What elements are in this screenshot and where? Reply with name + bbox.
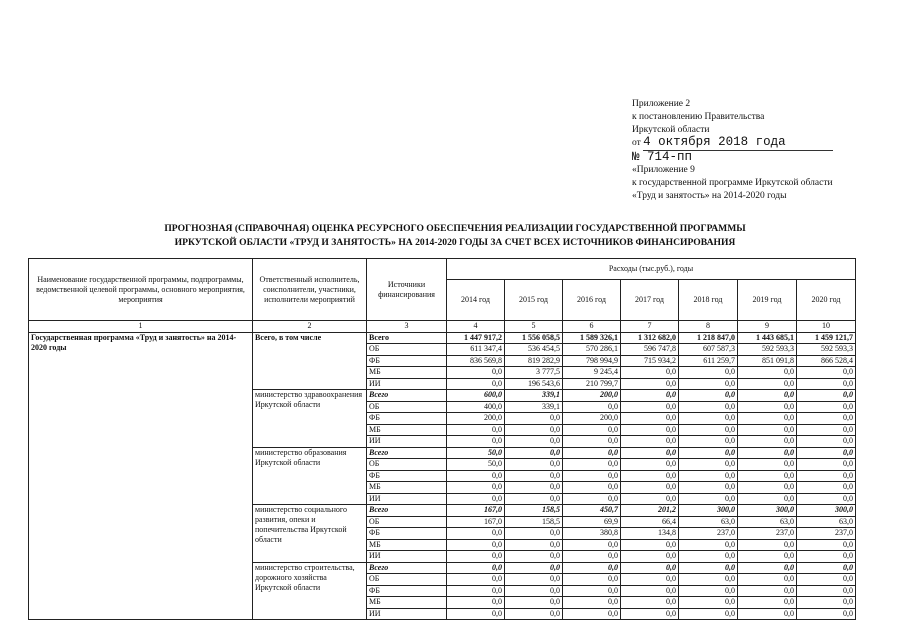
source-cell: Всего xyxy=(367,562,447,574)
value-cell: 0,0 xyxy=(447,608,505,620)
value-cell: 0,0 xyxy=(505,562,563,574)
source-cell: ФБ xyxy=(367,585,447,597)
value-cell: 0,0 xyxy=(447,436,505,448)
expenses-header: Расходы (тыс.руб.), годы xyxy=(447,259,856,280)
value-cell: 237,0 xyxy=(797,528,856,540)
resource-table xyxy=(28,258,856,620)
value-cell: 1 447 917,2 xyxy=(447,332,505,344)
value-cell: 611 259,7 xyxy=(679,355,738,367)
value-cell: 0,0 xyxy=(563,562,621,574)
value-cell: 0,0 xyxy=(679,493,738,505)
source-cell: МБ xyxy=(367,482,447,494)
value-cell: 0,0 xyxy=(621,424,679,436)
appendix-line: к постановлению Правительства xyxy=(632,111,765,122)
appendix-block xyxy=(632,98,833,202)
value-cell: 0,0 xyxy=(738,562,797,574)
value-cell: 0,0 xyxy=(505,459,563,471)
value-cell: 0,0 xyxy=(621,413,679,425)
value-cell: 0,0 xyxy=(447,539,505,551)
value-cell: 0,0 xyxy=(621,482,679,494)
value-cell: 0,0 xyxy=(505,424,563,436)
column-index: 4 xyxy=(447,321,505,333)
value-cell: 0,0 xyxy=(797,459,856,471)
value-cell: 0,0 xyxy=(621,390,679,402)
value-cell: 0,0 xyxy=(738,367,797,379)
year-header: 2016 год xyxy=(563,280,621,321)
value-cell: 0,0 xyxy=(797,539,856,551)
value-cell: 0,0 xyxy=(738,574,797,586)
value-cell: 592 593,3 xyxy=(738,344,797,356)
value-cell: 50,0 xyxy=(447,447,505,459)
value-cell: 0,0 xyxy=(797,378,856,390)
value-cell: 158,5 xyxy=(505,516,563,528)
value-cell: 0,0 xyxy=(621,539,679,551)
value-cell: 167,0 xyxy=(447,505,505,517)
source-cell: ОБ xyxy=(367,459,447,471)
date-field xyxy=(643,136,833,151)
source-cell: Всего xyxy=(367,505,447,517)
year-header: 2018 год xyxy=(679,280,738,321)
executor-cell: министерство строительства, дорожного хозяйства Иркутской области xyxy=(253,562,367,620)
value-cell: 0,0 xyxy=(563,597,621,609)
value-cell: 0,0 xyxy=(679,378,738,390)
value-cell: 0,0 xyxy=(447,367,505,379)
value-cell: 0,0 xyxy=(447,562,505,574)
value-cell: 866 528,4 xyxy=(797,355,856,367)
value-cell: 0,0 xyxy=(563,436,621,448)
value-cell: 0,0 xyxy=(505,551,563,563)
value-cell: 0,0 xyxy=(505,597,563,609)
value-cell: 0,0 xyxy=(447,493,505,505)
value-cell: 196 543,6 xyxy=(505,378,563,390)
appendix-line: Приложение 2 xyxy=(632,99,691,109)
value-cell: 210 799,7 xyxy=(563,378,621,390)
value-cell: 0,0 xyxy=(679,585,738,597)
source-cell: МБ xyxy=(367,367,447,379)
value-cell: 0,0 xyxy=(621,367,679,379)
value-cell: 0,0 xyxy=(563,482,621,494)
source-cell: ОБ xyxy=(367,401,447,413)
value-cell: 0,0 xyxy=(738,585,797,597)
value-cell: 0,0 xyxy=(797,390,856,402)
value-cell: 0,0 xyxy=(621,585,679,597)
value-cell: 0,0 xyxy=(797,367,856,379)
value-cell: 237,0 xyxy=(738,528,797,540)
value-cell: 0,0 xyxy=(797,470,856,482)
source-cell: ИИ xyxy=(367,378,447,390)
value-cell: 0,0 xyxy=(621,597,679,609)
source-cell: ИИ xyxy=(367,436,447,448)
value-cell: 0,0 xyxy=(738,390,797,402)
value-cell: 0,0 xyxy=(505,539,563,551)
value-cell: 0,0 xyxy=(505,574,563,586)
value-cell: 0,0 xyxy=(679,367,738,379)
value-cell: 0,0 xyxy=(621,436,679,448)
value-cell: 400,0 xyxy=(447,401,505,413)
value-cell: 1 459 121,7 xyxy=(797,332,856,344)
value-cell: 0,0 xyxy=(797,608,856,620)
date-prefix: от xyxy=(632,138,641,149)
value-cell: 63,0 xyxy=(679,516,738,528)
value-cell: 0,0 xyxy=(679,574,738,586)
value-cell: 592 593,3 xyxy=(797,344,856,356)
value-cell: 0,0 xyxy=(447,482,505,494)
value-cell: 237,0 xyxy=(679,528,738,540)
column-index: 1 xyxy=(29,321,253,333)
source-cell: МБ xyxy=(367,539,447,551)
decree-number: № 714-пп xyxy=(632,150,693,165)
source-cell: ФБ xyxy=(367,470,447,482)
value-cell: 0,0 xyxy=(505,482,563,494)
appendix-date-line xyxy=(632,136,833,151)
source-cell: МБ xyxy=(367,597,447,609)
value-cell: 0,0 xyxy=(505,585,563,597)
value-cell: 0,0 xyxy=(679,470,738,482)
value-cell: 0,0 xyxy=(738,459,797,471)
value-cell: 0,0 xyxy=(797,401,856,413)
value-cell: 200,0 xyxy=(447,413,505,425)
value-cell: 0,0 xyxy=(797,585,856,597)
value-cell: 0,0 xyxy=(797,413,856,425)
value-cell: 0,0 xyxy=(679,482,738,494)
year-header: 2014 год xyxy=(447,280,505,321)
value-cell: 0,0 xyxy=(621,378,679,390)
value-cell: 1 589 326,1 xyxy=(563,332,621,344)
value-cell: 0,0 xyxy=(621,447,679,459)
value-cell: 0,0 xyxy=(563,459,621,471)
value-cell: 0,0 xyxy=(505,470,563,482)
source-cell: ОБ xyxy=(367,344,447,356)
value-cell: 0,0 xyxy=(679,459,738,471)
value-cell: 0,0 xyxy=(797,447,856,459)
value-cell: 611 347,4 xyxy=(447,344,505,356)
value-cell: 1 556 058,5 xyxy=(505,332,563,344)
document-title xyxy=(60,222,850,249)
value-cell: 0,0 xyxy=(447,424,505,436)
value-cell: 0,0 xyxy=(679,562,738,574)
value-cell: 0,0 xyxy=(797,493,856,505)
value-cell: 0,0 xyxy=(621,574,679,586)
value-cell: 0,0 xyxy=(563,585,621,597)
value-cell: 0,0 xyxy=(505,493,563,505)
value-cell: 300,0 xyxy=(797,505,856,517)
value-cell: 0,0 xyxy=(621,401,679,413)
value-cell: 66,4 xyxy=(621,516,679,528)
value-cell: 0,0 xyxy=(447,597,505,609)
value-cell: 200,0 xyxy=(563,413,621,425)
title-line: ПРОГНОЗНАЯ (СПРАВОЧНАЯ) ОЦЕНКА РЕСУРСНОГО ОБЕСПЕЧЕНИЯ РЕАЛИЗАЦИИ ГОСУДАРСТВЕННОЙ ПРОГРАММЫ xyxy=(164,223,746,234)
source-cell: Всего xyxy=(367,332,447,344)
value-cell: 0,0 xyxy=(621,608,679,620)
value-cell: 1 443 685,1 xyxy=(738,332,797,344)
value-cell: 63,0 xyxy=(738,516,797,528)
column-index: 2 xyxy=(253,321,367,333)
value-cell: 0,0 xyxy=(563,574,621,586)
value-cell: 0,0 xyxy=(679,597,738,609)
value-cell: 0,0 xyxy=(447,574,505,586)
value-cell: 596 747,8 xyxy=(621,344,679,356)
value-cell: 0,0 xyxy=(621,551,679,563)
value-cell: 600,0 xyxy=(447,390,505,402)
value-cell: 0,0 xyxy=(505,436,563,448)
value-cell: 339,1 xyxy=(505,390,563,402)
value-cell: 300,0 xyxy=(738,505,797,517)
value-cell: 9 245,4 xyxy=(563,367,621,379)
value-cell: 0,0 xyxy=(679,413,738,425)
executor-cell: министерство социального развития, опеки и попечительства Иркутской области xyxy=(253,505,367,563)
value-cell: 0,0 xyxy=(797,574,856,586)
source-cell: ФБ xyxy=(367,413,447,425)
value-cell: 0,0 xyxy=(563,470,621,482)
value-cell: 0,0 xyxy=(563,608,621,620)
value-cell: 0,0 xyxy=(447,378,505,390)
value-cell: 0,0 xyxy=(738,470,797,482)
value-cell: 0,0 xyxy=(738,378,797,390)
col-name-header: Наименование государственной программы, подпрограммы, ведомственной целевой программы, основного мероприятия, мероприятия xyxy=(29,259,253,321)
value-cell: 0,0 xyxy=(563,493,621,505)
value-cell: 201,2 xyxy=(621,505,679,517)
value-cell: 167,0 xyxy=(447,516,505,528)
source-cell: МБ xyxy=(367,424,447,436)
value-cell: 1 218 847,0 xyxy=(679,332,738,344)
value-cell: 0,0 xyxy=(679,447,738,459)
year-header: 2019 год xyxy=(738,280,797,321)
value-cell: 0,0 xyxy=(505,413,563,425)
value-cell: 0,0 xyxy=(738,447,797,459)
col-executor-header: Ответственный исполнитель, соисполнители, участники, исполнители мероприятий xyxy=(253,259,367,321)
value-cell: 3 777,5 xyxy=(505,367,563,379)
value-cell: 0,0 xyxy=(679,424,738,436)
value-cell: 63,0 xyxy=(797,516,856,528)
value-cell: 819 282,9 xyxy=(505,355,563,367)
value-cell: 607 587,3 xyxy=(679,344,738,356)
appendix-line: «Труд и занятость» на 2014-2020 годы xyxy=(632,190,787,201)
source-cell: ИИ xyxy=(367,493,447,505)
value-cell: 0,0 xyxy=(679,436,738,448)
source-cell: ИИ xyxy=(367,551,447,563)
value-cell: 798 994,9 xyxy=(563,355,621,367)
value-cell: 0,0 xyxy=(679,401,738,413)
value-cell: 0,0 xyxy=(505,447,563,459)
source-cell: Всего xyxy=(367,390,447,402)
column-index: 5 xyxy=(505,321,563,333)
value-cell: 0,0 xyxy=(563,447,621,459)
value-cell: 0,0 xyxy=(563,551,621,563)
executor-cell: министерство образования Иркутской области xyxy=(253,447,367,505)
value-cell: 0,0 xyxy=(738,424,797,436)
value-cell: 0,0 xyxy=(563,424,621,436)
source-cell: Всего xyxy=(367,447,447,459)
value-cell: 0,0 xyxy=(621,470,679,482)
value-cell: 0,0 xyxy=(447,585,505,597)
value-cell: 0,0 xyxy=(738,551,797,563)
value-cell: 0,0 xyxy=(679,608,738,620)
value-cell: 0,0 xyxy=(563,539,621,551)
value-cell: 339,1 xyxy=(505,401,563,413)
column-index: 3 xyxy=(367,321,447,333)
value-cell: 50,0 xyxy=(447,459,505,471)
column-index: 8 xyxy=(679,321,738,333)
value-cell: 0,0 xyxy=(447,470,505,482)
value-cell: 570 286,1 xyxy=(563,344,621,356)
column-index: 10 xyxy=(797,321,856,333)
value-cell: 0,0 xyxy=(738,436,797,448)
title-line: ИРКУТСКОЙ ОБЛАСТИ «ТРУД И ЗАНЯТОСТЬ» НА 2014-2020 ГОДЫ ЗА СЧЕТ ВСЕХ ИСТОЧНИКОВ ФИНАНСИРОВАНИЯ xyxy=(174,236,736,248)
value-cell: 0,0 xyxy=(679,390,738,402)
value-cell: 300,0 xyxy=(679,505,738,517)
value-cell: 0,0 xyxy=(621,459,679,471)
executor-cell: Всего, в том числе xyxy=(253,332,367,390)
value-cell: 0,0 xyxy=(738,493,797,505)
value-cell: 0,0 xyxy=(505,528,563,540)
value-cell: 0,0 xyxy=(738,539,797,551)
value-cell: 0,0 xyxy=(738,401,797,413)
appendix-line: «Приложение 9 xyxy=(632,164,695,175)
year-header: 2017 год xyxy=(621,280,679,321)
value-cell: 0,0 xyxy=(797,562,856,574)
value-cell: 536 454,5 xyxy=(505,344,563,356)
year-header: 2015 год xyxy=(505,280,563,321)
value-cell: 1 312 682,0 xyxy=(621,332,679,344)
col-source-header: Источники финансирования xyxy=(367,259,447,321)
value-cell: 0,0 xyxy=(738,413,797,425)
value-cell: 0,0 xyxy=(797,436,856,448)
value-cell: 851 091,8 xyxy=(738,355,797,367)
source-cell: ОБ xyxy=(367,574,447,586)
source-cell: ИИ xyxy=(367,608,447,620)
column-index: 7 xyxy=(621,321,679,333)
value-cell: 134,8 xyxy=(621,528,679,540)
date-value: 4 октября 2018 года xyxy=(643,135,786,150)
value-cell: 0,0 xyxy=(797,424,856,436)
value-cell: 0,0 xyxy=(738,597,797,609)
value-cell: 158,5 xyxy=(505,505,563,517)
value-cell: 0,0 xyxy=(621,493,679,505)
value-cell: 0,0 xyxy=(797,551,856,563)
table-row xyxy=(29,332,856,344)
source-cell: ОБ xyxy=(367,516,447,528)
appendix-line: к государственной программе Иркутской области xyxy=(632,177,833,188)
value-cell: 715 934,2 xyxy=(621,355,679,367)
value-cell: 200,0 xyxy=(563,390,621,402)
executor-cell: министерство здравоохранения Иркутской области xyxy=(253,390,367,448)
appendix-line: Иркутской области xyxy=(632,124,710,135)
program-name-cell: Государственная программа «Труд и занятость» на 2014-2020 годы xyxy=(29,332,253,620)
value-cell: 450,7 xyxy=(563,505,621,517)
value-cell: 0,0 xyxy=(447,528,505,540)
value-cell: 836 569,8 xyxy=(447,355,505,367)
source-cell: ФБ xyxy=(367,355,447,367)
value-cell: 380,8 xyxy=(563,528,621,540)
value-cell: 0,0 xyxy=(447,551,505,563)
value-cell: 0,0 xyxy=(738,482,797,494)
value-cell: 0,0 xyxy=(563,401,621,413)
value-cell: 0,0 xyxy=(505,608,563,620)
source-cell: ФБ xyxy=(367,528,447,540)
value-cell: 0,0 xyxy=(797,482,856,494)
value-cell: 0,0 xyxy=(738,608,797,620)
year-header: 2020 год xyxy=(797,280,856,321)
value-cell: 0,0 xyxy=(621,562,679,574)
value-cell: 69,9 xyxy=(563,516,621,528)
column-index: 9 xyxy=(738,321,797,333)
value-cell: 0,0 xyxy=(797,597,856,609)
column-index: 6 xyxy=(563,321,621,333)
value-cell: 0,0 xyxy=(679,539,738,551)
value-cell: 0,0 xyxy=(679,551,738,563)
